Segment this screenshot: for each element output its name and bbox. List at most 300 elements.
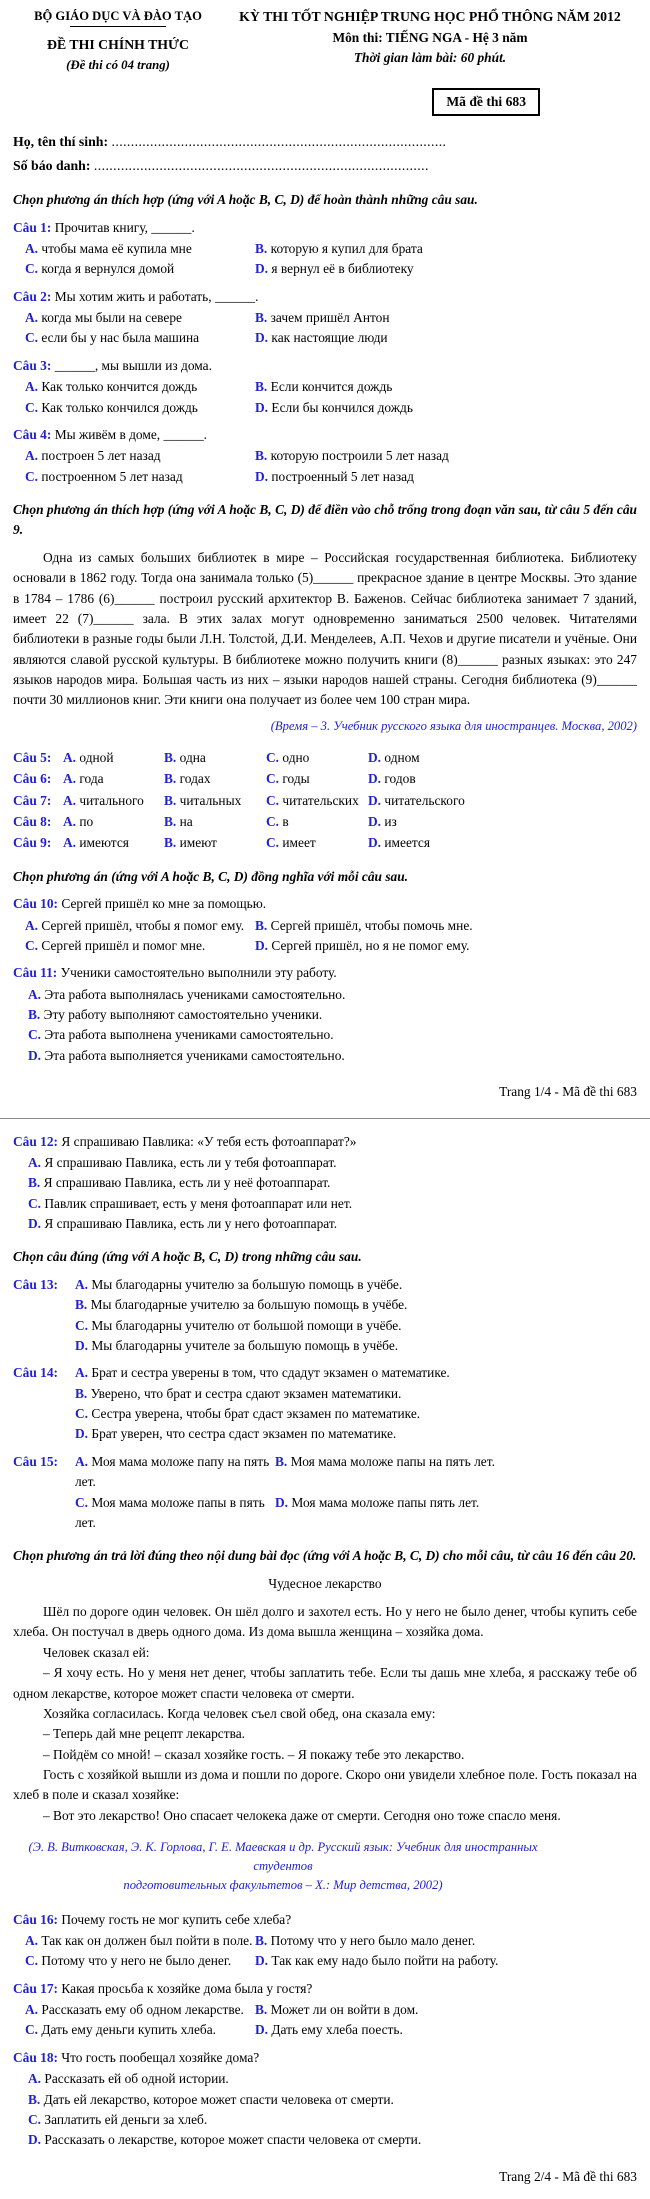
option-letter: B. [28,1007,41,1023]
option-text: построенный 5 лет назад [271,468,414,484]
question-text: ______, мы вышли из дома. [54,357,212,373]
option-letter: B. [255,310,268,326]
option-text: Моя мама моложе папы пять лет. [291,1494,480,1510]
option-text: как настоящие люди [271,330,388,346]
question-1 [13,218,637,280]
section-instruction-3: Chọn phương án (ứng với A hoặc B, C, D) đồng nghĩa với mỗi câu sau. [13,868,409,884]
option-text: Заплатить ей деньги за хлеб. [44,2111,208,2127]
option-letter: B. [255,2002,268,2018]
answer-option [255,1951,637,1971]
options [13,916,637,957]
option-text: по [79,814,94,830]
question-label: Câu 2: [13,288,52,304]
answer-option [255,239,637,259]
option-text: Мы благодарные учителю за большую помощь в учёбе. [90,1297,408,1313]
answer-option [368,791,637,811]
option-text: одна [179,749,206,765]
option-text: Павлик спрашивает, есть у меня фотоаппарат или нет. [44,1195,353,1211]
answer-option [368,833,637,853]
options [13,2069,637,2151]
reading-paragraph: – Пойдём со мной! – сказал хозяйке гость. – Я покажу тебе это лекарство. [43,1746,465,1762]
option-letter: D. [368,792,382,808]
answer-option [255,377,637,397]
answer-option [164,833,266,853]
question-label: Câu 4: [13,426,52,442]
answer-option [255,2000,637,2020]
answer-option [164,791,266,811]
option-text: читательских [282,792,359,808]
answer-option [28,985,637,1005]
option-text: Уверено, что брат и сестра сдают экзамен математики. [90,1385,402,1401]
question-head [13,1979,637,1999]
option-letter: C. [266,835,280,851]
option-text: одно [282,749,310,765]
option-letter: B. [164,814,177,830]
answer-option [75,1275,407,1295]
option-text: имеются [79,835,129,851]
question-head [13,1132,637,1152]
option-letter: A. [28,1154,42,1170]
answer-option [63,769,164,789]
reading-citation-line-1: (Э. В. Витковская, Э. К. Горлова, Г. Е. Маевская и др. Русский язык: Учебник для иностранных студентов [28,1840,538,1874]
option-letter: D. [255,937,269,953]
answer-option [28,1005,637,1025]
option-text: когда я вернулся домой [41,261,175,277]
question-head [13,356,637,376]
section-instruction-2: Chọn phương án thích hợp (ứng với A hoặc B, C, D) để điền vào chỗ trống trong đoạn văn sau, từ câu 5 đến câu 9. [13,502,637,538]
option-text: Брат и сестра уверены в том, что сдадут экзамен о математике. [91,1365,450,1381]
option-text: построен 5 лет назад [41,448,161,464]
option-text: Рассказать ему об одном лекарстве. [41,2002,244,2018]
question-label: Câu 12: [13,1133,59,1149]
option-letter: B. [255,1932,268,1948]
option-letter: A. [63,814,77,830]
answer-option [28,2069,637,2089]
option-text: Потому что у него не было денег. [41,1953,232,1969]
answer-option [63,812,164,832]
options [13,1153,637,1235]
option-text: Если кончится дождь [270,379,393,395]
option-text: построенном 5 лет назад [41,468,183,484]
question-10 [13,894,637,956]
option-text: Мы благодарны учителю за большую помощь в учёбе. [91,1276,403,1292]
option-letter: D. [28,1216,42,1232]
reading-paragraph: Человек сказал ей: [43,1644,150,1660]
question-head [13,1910,637,1930]
answer-option [164,769,266,789]
answer-option [28,2090,637,2110]
option-text: которую я купил для брата [270,240,423,256]
question-label: Câu 1: [13,219,52,235]
answer-option [275,1493,637,1534]
candidate-id-label: Số báo danh: [13,158,91,174]
question-6 [13,769,637,789]
options [13,2000,637,2041]
answer-option [164,812,266,832]
answer-option [266,769,368,789]
option-text: Потому что у него было мало денег. [270,1932,476,1948]
answer-option [255,916,637,936]
answer-option [28,1153,637,1173]
answer-option [28,1214,637,1234]
option-letter: B. [164,749,177,765]
option-letter: C. [28,1195,42,1211]
candidate-id-line [13,156,637,177]
option-letter: B. [255,917,268,933]
option-letter: C. [266,771,280,787]
question-15 [13,1452,637,1534]
option-text: Я спрашиваю Павлика, есть ли у него фотоаппарат. [44,1216,338,1232]
option-text: Дать ему деньги купить хлеба. [41,2022,216,2038]
option-letter: D. [368,814,382,830]
option-letter: C. [25,261,39,277]
option-letter: D. [275,1494,289,1510]
option-text: чтобы мама её купила мне [41,240,192,256]
question-head [13,425,637,445]
option-text: годы [282,771,310,787]
exam-code-row [13,88,637,117]
options [13,239,637,280]
answer-option [75,1363,450,1383]
option-text: Эта работа выполняется учениками самостоятельно. [44,1047,345,1063]
option-letter: C. [75,1494,89,1510]
answer-option [255,328,637,348]
section-instruction-5: Chọn phương án trả lời đúng theo nội dung bài đọc (ứng với A hoặc B, C, D) cho mỗi câu, từ câu 16 đến câu 20. [13,1548,637,1564]
answer-option [63,791,164,811]
option-text: одной [79,749,114,765]
candidate-name-dotted-blank: ....................................................................................... [111,134,447,150]
option-text: Сергей пришёл, чтобы помочь мне. [270,917,473,933]
option-text: Мы благодарны учителе за большую помощь в учёбе. [91,1337,399,1353]
answer-option [28,2130,637,2150]
option-text: читальных [179,792,242,808]
answer-option [255,2020,637,2040]
question-head [13,2048,637,2068]
answer-option [75,1404,450,1424]
option-letter: D. [255,468,269,484]
answer-option [275,1452,637,1493]
option-text: Сестра уверена, чтобы брат сдаст экзамен по математике. [91,1406,421,1422]
option-letter: D. [255,261,269,277]
subject-line: Môn thi: TIẾNG NGA - Hệ 3 năm [332,29,528,45]
option-text: Как только кончился дождь [41,399,198,415]
question-text: Мы живём в доме, ______. [54,426,207,442]
answer-option [25,328,255,348]
reading-paragraph: Шёл по дороге один человек. Он шёл долго и захотел есть. Но у него не было денег, чтобы купить себе хлеба. Он постучал в дверь одного дома. Из дома вышла женщина – хозяйка дома. [13,1604,637,1640]
option-letter: C. [266,814,280,830]
question-label: Câu 6: [13,771,52,787]
answer-option [255,259,637,279]
answer-option [255,398,637,418]
question-text: Почему гость не мог купить себе хлеба? [61,1911,292,1927]
option-letter: A. [28,2071,42,2087]
option-letter: B. [255,379,268,395]
option-text: которую построили 5 лет назад [270,448,449,464]
answer-option [25,377,255,397]
answer-option [28,1046,637,1066]
reading-paragraph: – Я хочу есть. Но у меня нет денег, чтобы заплатить тебе. Если ты дашь мне хлеба, я расскажу тебе об одном лекарстве, которое может спасти человека от смерти. [13,1665,637,1701]
option-letter: C. [266,792,280,808]
question-label: Câu 13: [13,1276,59,1292]
reading-paragraph: Гость с хозяйкой вышли из дома и пошли по дороге. Скоро они увидели хлебное поле. Гость показал на хлеб в поле и сказал хозяйке: [13,1767,637,1803]
option-letter: D. [75,1337,89,1353]
option-text: Моя мама моложе папы на пять лет. [290,1453,495,1469]
answer-option [25,2000,255,2020]
option-letter: D. [28,1047,42,1063]
answer-option [266,812,368,832]
answer-option [25,398,255,418]
answer-option [25,467,255,487]
answer-option [75,1384,450,1404]
option-letter: A. [25,310,39,326]
option-letter: B. [164,792,177,808]
options [13,1931,637,1972]
option-text: Может ли он войти в дом. [270,2002,419,2018]
option-letter: C. [25,399,39,415]
option-text: Мы благодарны учителю от большой помощи в учёбе. [91,1317,402,1333]
answer-option [63,748,164,768]
question-3 [13,356,637,418]
answer-option [25,259,255,279]
option-text: годах [179,771,211,787]
question-9 [13,833,637,853]
answer-option [25,936,255,956]
option-letter: C. [25,937,39,953]
question-label: Câu 11: [13,965,58,981]
option-letter: D. [255,330,269,346]
option-letter: A. [25,917,39,933]
option-text: Сергей пришёл, чтобы я помог ему. [41,917,245,933]
question-12 [13,1132,637,1235]
answer-option [75,1424,450,1444]
question-8 [13,812,637,832]
answer-option [75,1336,407,1356]
cloze-passage: Одна из самых больших библиотек в мире – Российская государственная библиотека. Библиотеку основали в 1862 году. Тогда она занимала только (5)______ прекрасное здание в центре Москвы. Это здание в 1784 – 1786 (6)______ построил русский архитектор В. Баженов. Сейчас библиотека занимает 7 зданий, имеет 22 (7)______ зала. В этих залах могут одновременно заниматься 2500 человек. Читателями библиотеки в разные годы были Л.Н. Толстой, Д.И. Менделеев, А.П. Чехов и другие писатели и учёные. Они являются славой русской культуры. В библиотеке можно получить книги (8)______ разных языках: это 247 языков народов мира. Большая часть из них – языки народов нашей страны. Сегодня библиотека (9)______ почти 30 миллионов книг. Эти книги она получает из более чем 100 стран мира. [13,549,637,708]
option-text: Рассказать ей об одной истории. [44,2071,229,2087]
answer-option [63,833,164,853]
page-footer-1: Trang 1/4 - Mã đề thi 683 [499,1084,637,1100]
option-text: одном [384,749,420,765]
cloze-citation: (Время – 3. Учебник русского языка для иностранцев. Москва, 2002) [270,718,637,733]
option-text: Эта работа выполнялась учениками самостоятельно. [44,986,346,1002]
option-letter: A. [25,2002,39,2018]
option-letter: B. [255,448,268,464]
option-text: имеется [384,835,431,851]
option-text: на [179,814,193,830]
ministry-name: BỘ GIÁO DỤC VÀ ĐÀO TẠO [34,9,202,23]
question-text: Что гость пообещал хозяйке дома? [61,2049,260,2065]
answer-option [25,1951,255,1971]
question-text: Ученики самостоятельно выполнили эту работу. [60,965,337,981]
option-letter: B. [164,835,177,851]
answer-option [255,1931,637,1951]
option-letter: C. [28,1027,42,1043]
question-label: Câu 7: [13,792,52,808]
answer-option [28,1025,637,1045]
option-text: Так как он должен был пойти в поле. [41,1932,253,1948]
question-5 [13,748,637,768]
option-letter: C. [25,330,39,346]
option-text: годов [384,771,416,787]
section-instruction-1: Chọn phương án thích hợp (ứng với A hoặc B, C, D) để hoàn thành những câu sau. [13,192,478,208]
option-text: Если бы кончился дождь [271,399,413,415]
reading-paragraph: – Вот это лекарство! Оно спасает челокека даже от смерти. Сегодня оно тоже спасло меня. [43,1807,561,1823]
answer-option [75,1493,275,1534]
answer-option [266,833,368,853]
answer-option [28,1194,637,1214]
option-text: имеют [179,835,217,851]
option-letter: A. [63,749,77,765]
answer-option [25,308,255,328]
pages-note: (Đề thi có 04 trang) [66,58,170,73]
option-letter: A. [63,835,77,851]
option-letter: A. [63,771,77,787]
question-label: Câu 3: [13,357,52,373]
option-letter: D. [368,771,382,787]
question-label: Câu 15: [13,1453,59,1469]
candidate-name-label: Họ, tên thí sinh: [13,134,109,150]
reading-title: Чудесное лекарство [268,1575,382,1591]
options [75,1275,407,1357]
question-14 [13,1363,637,1445]
option-letter: D. [368,835,382,851]
option-letter: D. [368,749,382,765]
option-letter: C. [28,2111,42,2127]
option-letter: B. [275,1453,288,1469]
options [75,1363,450,1445]
option-text: читательского [384,792,465,808]
option-letter: B. [75,1385,88,1401]
answer-option [25,916,255,936]
answer-option [368,748,637,768]
question-16 [13,1910,637,1972]
question-label: Câu 8: [13,814,52,830]
options [13,446,637,487]
option-letter: B. [28,2091,41,2107]
answer-option [28,1173,637,1193]
exam-code-box: Mã đề thi 683 [432,88,540,117]
option-letter: D. [255,2022,269,2038]
question-text: Прочитав книгу, ______. [54,219,195,235]
candidate-name-line [13,132,637,153]
option-letter: B. [75,1297,88,1313]
option-letter: A. [25,240,39,256]
option-letter: C. [25,468,39,484]
answer-option [75,1316,407,1336]
question-2 [13,287,637,349]
duration-line: Thời gian làm bài: 60 phút. [353,50,507,66]
option-text: Как только кончится дождь [41,379,198,395]
option-letter: A. [75,1276,89,1292]
option-text: Я спрашиваю Павлика, есть ли у неё фотоаппарат. [43,1175,331,1191]
option-letter: A. [63,792,77,808]
official-exam-label: ĐỀ THI CHÍNH THỨC [47,37,189,53]
option-letter: B. [255,240,268,256]
option-text: Моя мама моложе папы в пять лет. [75,1494,265,1530]
question-11 [13,963,637,1066]
question-18 [13,2048,637,2151]
option-text: Дать ей лекарство, которое может спасти человека от смерти. [43,2091,394,2107]
answer-option [255,936,637,956]
answer-option [25,2020,255,2040]
question-label: Câu 10: [13,896,59,912]
option-text: Дать ему хлеба поесть. [271,2022,403,2038]
answer-option [25,1931,255,1951]
section-instruction-4: Chọn câu đúng (ứng với A hoặc B, C, D) trong những câu sau. [13,1249,362,1265]
options [13,377,637,418]
option-text: из [384,814,397,830]
option-text: Так как ему надо было пойти на работу. [271,1953,499,1969]
question-head [13,963,637,983]
option-letter: D. [28,2132,42,2148]
question-label: Câu 5: [13,749,52,765]
answer-option [255,446,637,466]
reading-citation [13,1838,553,1895]
answer-option [266,791,368,811]
question-head [13,894,637,914]
question-text: Сергей пришёл ко мне за помощью. [61,896,267,912]
answer-option [25,446,255,466]
option-letter: C. [75,1406,89,1422]
option-text: Брат уверен, что сестра сдаст экзамен по математике. [91,1426,397,1442]
answer-option [255,467,637,487]
question-head [13,218,637,238]
option-letter: C. [266,749,280,765]
option-text: Эта работа выполнена учениками самостоятельно. [44,1027,334,1043]
option-letter: D. [255,1953,269,1969]
question-4 [13,425,637,487]
reading-paragraph: – Теперь дай мне рецепт лекарства. [43,1726,246,1742]
answer-option [164,748,266,768]
question-label: Câu 18: [13,2049,59,2065]
option-letter: C. [75,1317,89,1333]
option-letter: C. [25,1953,39,1969]
question-13 [13,1275,637,1357]
question-label: Câu 14: [13,1365,59,1381]
question-label: Câu 9: [13,835,52,851]
ministry-underline [70,26,166,27]
option-text: Эту работу выполняют самостоятельно ученики. [43,1007,323,1023]
option-text: Моя мама моложе папу на пять лет. [75,1453,270,1490]
option-text: года [79,771,104,787]
options [75,1452,637,1534]
option-letter: C. [25,2022,39,2038]
answer-option [25,239,255,259]
question-17 [13,1979,637,2041]
header-right-block [223,7,637,76]
option-text: когда мы были на севере [41,310,182,326]
option-text: зачем пришёл Антон [270,310,390,326]
question-text: Я спрашиваю Павлика: «У тебя есть фотоаппарат?» [61,1133,357,1149]
option-text: читального [79,792,144,808]
option-text: в [282,814,289,830]
question-label: Câu 16: [13,1911,59,1927]
exam-title: KỲ THI TỐT NGHIỆP TRUNG HỌC PHỔ THÔNG NĂM 2012 [239,9,621,24]
answer-option [75,1295,407,1315]
answer-option [75,1452,275,1493]
answer-option [368,769,637,789]
question-7 [13,791,637,811]
option-letter: A. [25,379,39,395]
option-letter: A. [28,986,42,1002]
page-footer-2: Trang 2/4 - Mã đề thi 683 [499,2168,637,2184]
options [13,308,637,349]
option-text: Сергей пришёл и помог мне. [41,937,206,953]
option-text: я вернул её в библиотеку [271,261,414,277]
option-letter: A. [75,1453,89,1469]
question-label: Câu 17: [13,1980,59,1996]
option-letter: A. [75,1365,89,1381]
